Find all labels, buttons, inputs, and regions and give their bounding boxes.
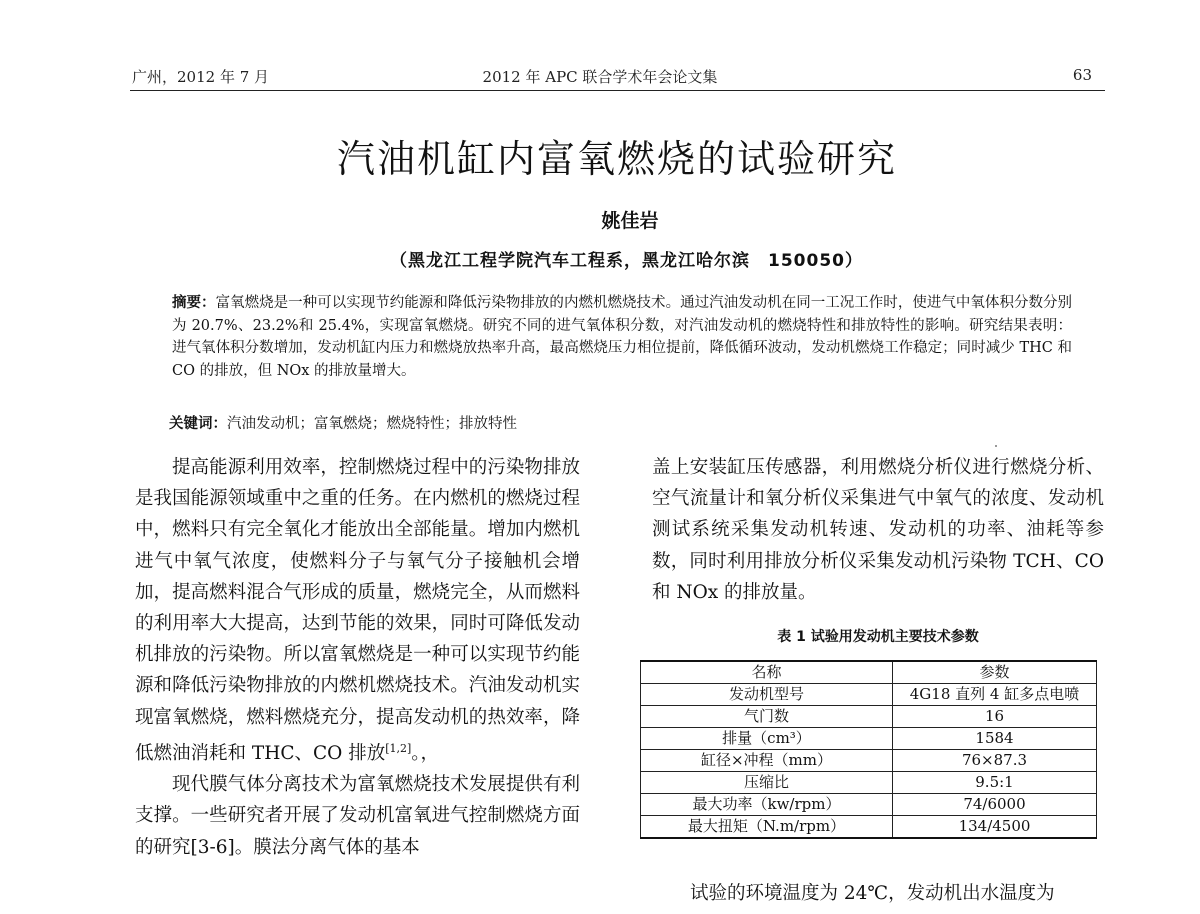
table-cell: 9.5:1	[893, 772, 1097, 794]
header-journal: 2012 年 APC 联合学术年会论文集	[482, 68, 718, 86]
abstract	[172, 292, 1072, 382]
table-row	[641, 794, 1097, 816]
parameters-table	[640, 660, 1097, 839]
paragraph-text: 盖上安装缸压传感器，利用燃烧分析仪进行燃烧分析、空气流量计和氧分析仪采集进气中氧气的浓度、发动机测试系统采集发动机转速、发动机的功率、油耗等参数，同时利用排放分析仪采集发动机污染物 TCH、CO 和 NOx 的排放量。	[652, 457, 1104, 603]
table-cell: 76×87.3	[893, 750, 1097, 772]
table-cell: 16	[893, 706, 1097, 728]
table-caption: 表 1 试验用发动机主要技术参数	[777, 629, 979, 645]
body-paragraph	[135, 769, 580, 863]
citation: [1,2]	[385, 741, 412, 755]
table-header-row	[641, 661, 1097, 684]
abstract-label: 摘要：	[172, 294, 216, 311]
header-rule	[130, 90, 1105, 91]
page-number: 63	[1072, 66, 1092, 84]
table-cell: 74/6000	[893, 794, 1097, 816]
table-row	[641, 772, 1097, 794]
table-cell: 压缩比	[641, 772, 893, 794]
table-cell: 134/4500	[893, 816, 1097, 839]
abstract-text: 富氧燃烧是一种可以实现节约能源和降低污染物排放的内燃机燃烧技术。通过汽油发动机在同一工况工作时，使进气中氧体积分数分别为 20.7%、23.2%和 25.4%，实现富氧燃烧。研究不同的进气氧体积分数，对汽油发动机的燃烧特性和排放特性的影响。研究结果表明：进气氧体积分数增加，发动机缸内压力和燃烧放热率升高，最高燃烧压力相位提前，降低循环波动，发动机燃烧工作稳定；同时减少 THC 和 CO 的排放，但 NOx 的排放量增大。	[172, 295, 1073, 379]
keywords-label: 关键词：	[169, 415, 227, 432]
table-cell: 4G18 直列 4 缸多点电喷	[893, 684, 1097, 706]
body-column-left	[135, 452, 580, 863]
table-row	[641, 706, 1097, 728]
body-column-right	[652, 452, 1104, 608]
table-cell: 排量（cm³）	[641, 728, 893, 750]
table-cell: 发动机型号	[641, 684, 893, 706]
paper-title: 汽油机缸内富氧燃烧的试验研究	[336, 137, 897, 181]
table-row	[641, 750, 1097, 772]
divider-mark	[995, 445, 997, 447]
table-cell: 最大功率（kw/rpm）	[641, 794, 893, 816]
paragraph-text: 现代膜气体分离技术为富氧燃烧技术发展提供有利支撑。一些研究者开展了发动机富氧进气控制燃烧方面的研究[3-6]。膜法分离气体的基本	[135, 774, 580, 858]
table-cell: 缸径×冲程（mm）	[641, 750, 893, 772]
body-paragraph-bottom: 试验的环境温度为 24℃，发动机出水温度为	[690, 883, 1055, 904]
table-header-cell: 名称	[641, 661, 893, 684]
author: 姚佳岩	[601, 210, 659, 232]
body-paragraph	[652, 452, 1104, 608]
keywords-text: 汽油发动机；富氧燃烧；燃烧特性；排放特性	[227, 416, 517, 432]
table-cell: 气门数	[641, 706, 893, 728]
body-paragraph	[135, 452, 580, 769]
paragraph-text: 提高能源利用效率，控制燃烧过程中的污染物排放是我国能源领域重中之重的任务。在内燃机的燃烧过程中，燃料只有完全氧化才能放出全部能量。增加内燃机进气中氧气浓度，使燃料分子与氧气分子接触机会增加，提高燃料混合气形成的质量，燃烧完全，从而燃料的利用率大大提高，达到节能的效果，同时可降低发动机排放的污染物。所以富氧燃烧是一种可以实现节约能源和降低污染物排放的内燃机燃烧技术。汽油发动机实现富氧燃烧，燃料燃烧充分，提高发动机的热效率，降低燃油消耗和 THC、CO 排放	[135, 457, 580, 764]
table-row	[641, 728, 1097, 750]
header-left: 广州，2012 年 7 月	[132, 68, 270, 86]
affiliation: （黑龙江工程学院汽车工程系，黑龙江哈尔滨 150050）	[390, 251, 863, 271]
table-cell: 最大扭矩（N.m/rpm）	[641, 816, 893, 839]
table-header-cell: 参数	[893, 661, 1097, 684]
paragraph-end: 。，	[411, 742, 440, 764]
table-row	[641, 816, 1097, 839]
keywords	[169, 413, 1069, 435]
table-row	[641, 684, 1097, 706]
table-cell: 1584	[893, 728, 1097, 750]
